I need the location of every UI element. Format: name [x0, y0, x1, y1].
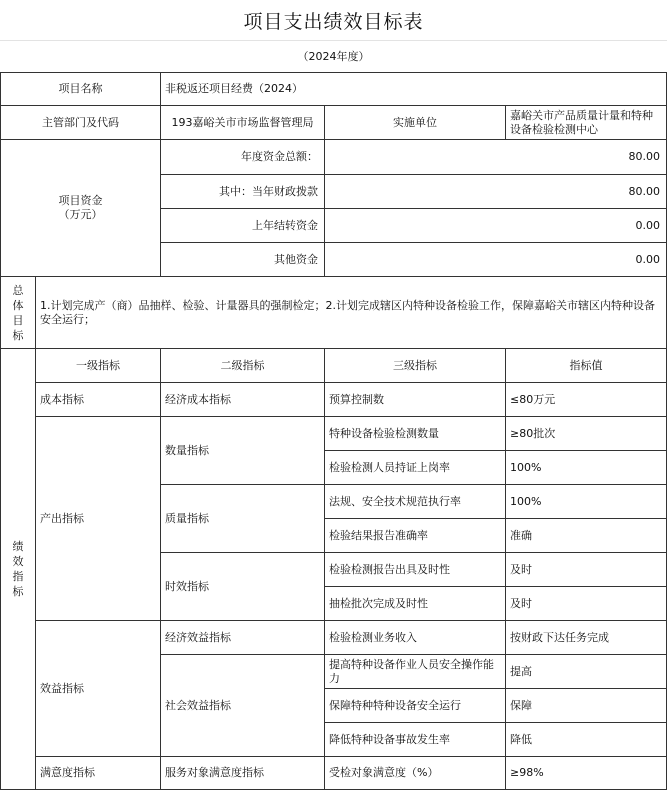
- level1-output: 产出指标: [36, 417, 161, 621]
- level2-quantity: 数量指标: [161, 417, 325, 485]
- level3-name: 受检对象满意度（%）: [325, 757, 506, 790]
- funds-label-text: 项目资金: [58, 194, 103, 208]
- year-note: （2024年度）: [297, 50, 370, 63]
- table-row: [1, 417, 667, 451]
- table-row: [1, 106, 667, 140]
- level2-social-benefit: 社会效益指标: [161, 655, 325, 757]
- level3-name: 提高特种设备作业人员安全操作能力: [325, 655, 506, 689]
- funds-row-label: 年度资金总额：: [161, 140, 325, 175]
- level3-value: ≥98%: [506, 757, 667, 790]
- level2-timeliness: 时效指标: [161, 553, 325, 621]
- table-row: [1, 383, 667, 417]
- header-level1: 一级指标: [36, 349, 161, 383]
- target-table: [0, 72, 667, 790]
- level1-benefit: 效益指标: [36, 621, 161, 757]
- level3-value: ≤80万元: [506, 383, 667, 417]
- level2-economic-cost: 经济成本指标: [161, 383, 325, 417]
- level3-value: ≥80批次: [506, 417, 667, 451]
- header-value: 指标值: [506, 349, 667, 383]
- table-row: [1, 140, 667, 175]
- header-level2: 二级指标: [161, 349, 325, 383]
- impl-unit-label: 实施单位: [325, 106, 506, 140]
- funds-row-label: 其中：当年财政拨款: [161, 175, 325, 209]
- funds-label: [1, 140, 161, 277]
- level3-name: 抽检批次完成及时性: [325, 587, 506, 621]
- level3-value: 100%: [506, 485, 667, 519]
- level3-value: 准确: [506, 519, 667, 553]
- level3-name: 检验结果报告准确率: [325, 519, 506, 553]
- level3-name: 检验检测业务收入: [325, 621, 506, 655]
- level3-name: 特种设备检验检测数量: [325, 417, 506, 451]
- table-row: [1, 73, 667, 106]
- funds-unit-text: （万元）: [58, 208, 103, 221]
- table-row: [1, 757, 667, 790]
- level1-cost: 成本指标: [36, 383, 161, 417]
- table-row: [1, 621, 667, 655]
- funds-row-value: 0.00: [325, 209, 667, 243]
- level3-value: 及时: [506, 553, 667, 587]
- dept-label: 主管部门及代码: [1, 106, 161, 140]
- level2-service-satisfaction: 服务对象满意度指标: [161, 757, 325, 790]
- level1-satisfaction: 满意度指标: [36, 757, 161, 790]
- funds-row-value: 80.00: [325, 140, 667, 175]
- perf-indicators-label: 绩效指标: [1, 349, 36, 790]
- level3-value: 按财政下达任务完成: [506, 621, 667, 655]
- level3-value: 提高: [506, 655, 667, 689]
- table-row: [1, 277, 667, 349]
- level3-value: 降低: [506, 723, 667, 757]
- page-title: 项目支出绩效目标表: [0, 0, 667, 41]
- project-name-label: 项目名称: [1, 73, 161, 106]
- level3-name: 保障特种特种设备安全运行: [325, 689, 506, 723]
- funds-row-label: 上年结转资金: [161, 209, 325, 243]
- level3-value: 及时: [506, 587, 667, 621]
- level3-name: 检验检测人员持证上岗率: [325, 451, 506, 485]
- table-row: [1, 349, 667, 383]
- funds-row-value: 0.00: [325, 243, 667, 277]
- project-name-value: 非税返还项目经费（2024）: [161, 73, 667, 106]
- level3-value: 100%: [506, 451, 667, 485]
- level3-name: 检验检测报告出具及时性: [325, 553, 506, 587]
- dept-value: 193嘉峪关市市场监督管理局: [161, 106, 325, 140]
- level3-name: 预算控制数: [325, 383, 506, 417]
- header-level3: 三级指标: [325, 349, 506, 383]
- level3-name: 降低特种设备事故发生率: [325, 723, 506, 757]
- overall-goal-label: 总体目标: [1, 277, 36, 349]
- level2-economic-benefit: 经济效益指标: [161, 621, 325, 655]
- level3-value: 保障: [506, 689, 667, 723]
- overall-goal-text: 1.计划完成产（商）品抽样、检验、计量器具的强制检定；2.计划完成辖区内特种设备检验工作，保障嘉峪关市辖区内特种设备安全运行；: [36, 277, 667, 349]
- funds-row-label: 其他资金: [161, 243, 325, 277]
- funds-row-value: 80.00: [325, 175, 667, 209]
- impl-unit-value: 嘉峪关市产品质量计量和特种设备检验检测中心: [506, 106, 667, 140]
- level2-quality: 质量指标: [161, 485, 325, 553]
- level3-name: 法规、安全技术规范执行率: [325, 485, 506, 519]
